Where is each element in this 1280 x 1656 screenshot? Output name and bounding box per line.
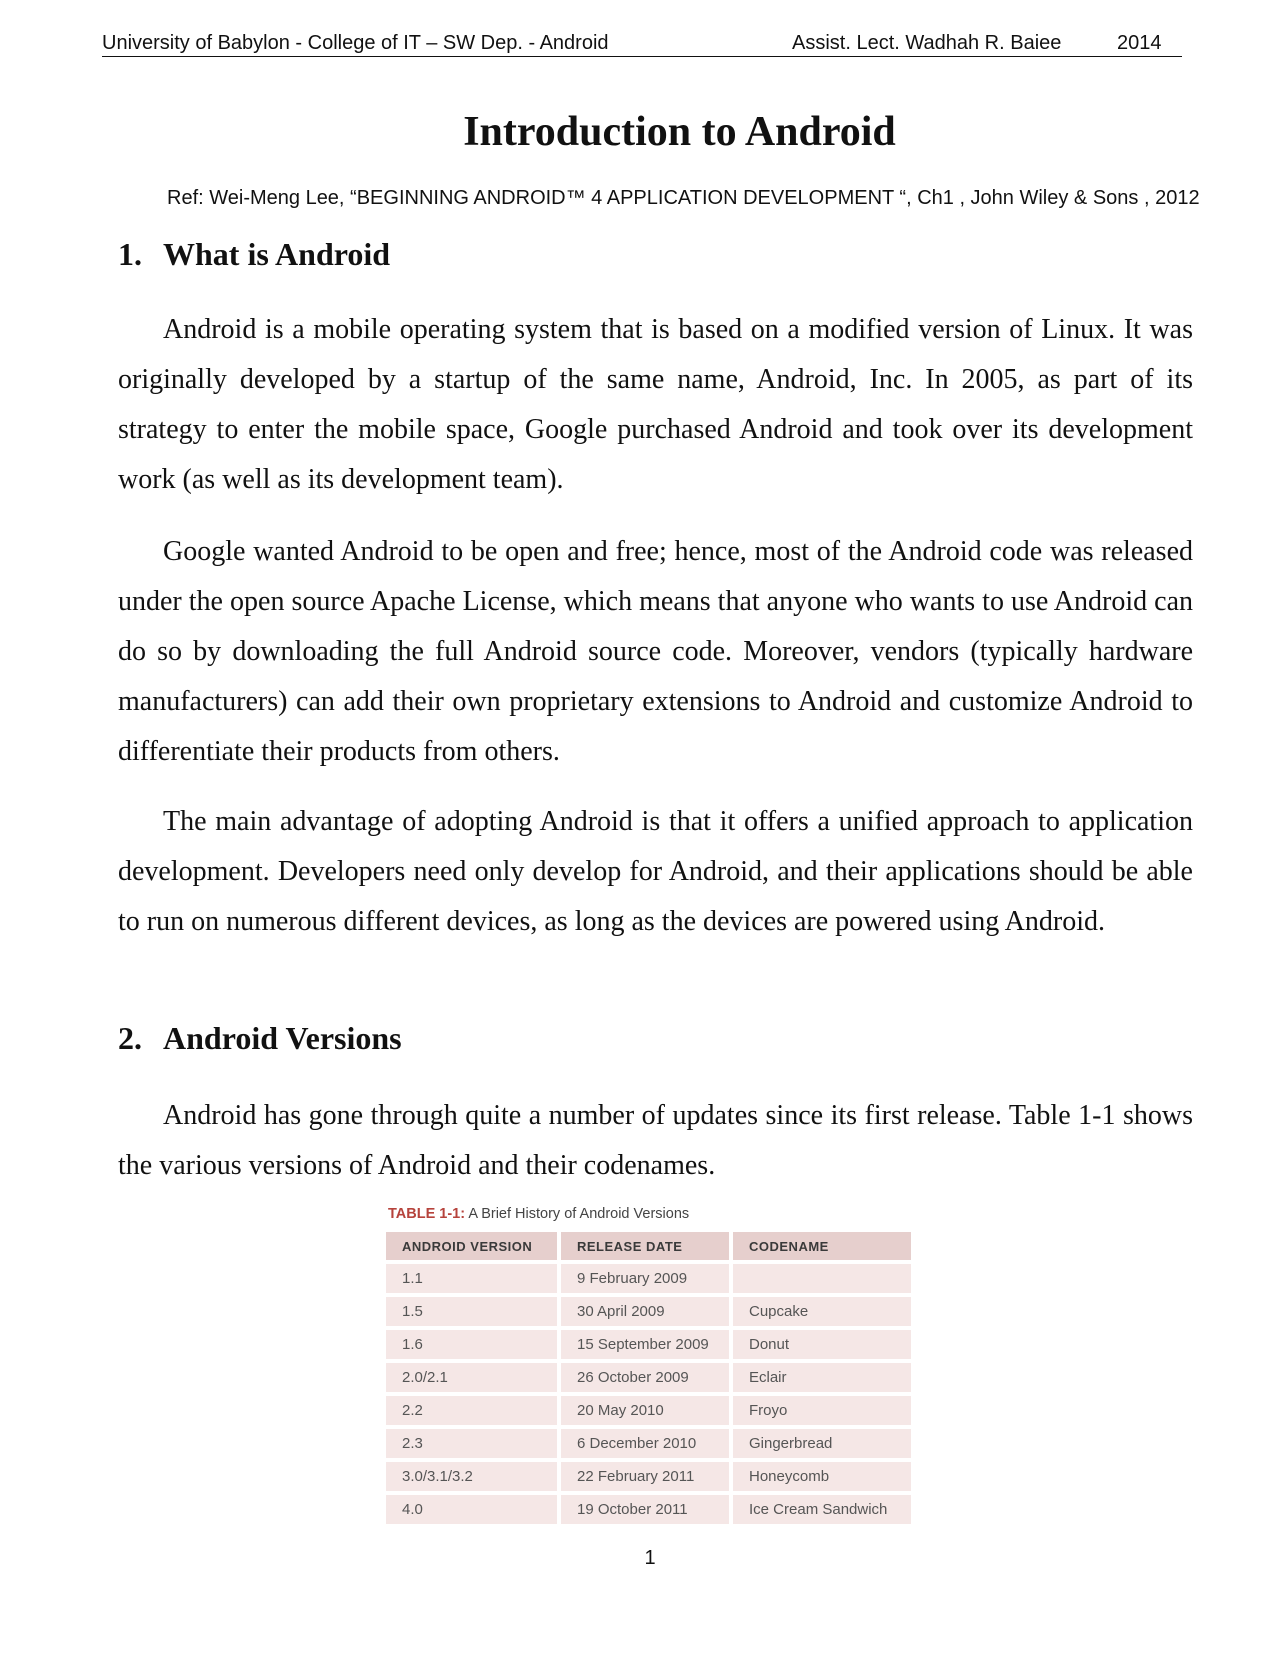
paragraph: Google wanted Android to be open and free; hence, most of the Android code was released under the open source Apache License, which means that anyone who wants to use Android can do so by downloading the full Android source code. Moreover, vendors (typically hardware manufacturers) can add their own proprietary extensions to Android and customize Android to differentiate their products from others. [118, 536, 1193, 767]
reference-line: Ref: Wei-Meng Lee, “BEGINNING ANDROID™ 4 APPLICATION DEVELOPMENT “, Ch1 , John Wiley & Sons , 2012 [167, 187, 1200, 209]
android-versions-table [382, 1228, 915, 1528]
column-header: ANDROID VERSION [386, 1232, 557, 1260]
page-header [102, 30, 1182, 57]
header-institution: University of Babylon - College of IT – SW Dep. - Android [102, 32, 609, 54]
table-row [386, 1396, 911, 1425]
table-row [386, 1297, 911, 1326]
table-row [386, 1495, 911, 1524]
table-row [386, 1429, 911, 1458]
table-cell: 2.2 [386, 1396, 557, 1425]
table-row [386, 1264, 911, 1293]
column-header: CODENAME [733, 1232, 911, 1260]
table-cell: Eclair [733, 1363, 911, 1392]
table-cell: 20 May 2010 [561, 1396, 729, 1425]
table-caption [388, 1206, 689, 1222]
paragraph: Android is a mobile operating system that is based on a modified version of Linux. It was originally developed by a startup of the same name, Android, Inc. In 2005, as part of its strategy to enter the mobile space, Google purchased Android and took over its development work (as well as its development team). [118, 314, 1193, 495]
table-cell: Froyo [733, 1396, 911, 1425]
table-cell: Donut [733, 1330, 911, 1359]
section-heading-android-versions [118, 1020, 402, 1057]
table-cell: 1.5 [386, 1297, 557, 1326]
table-cell [733, 1264, 911, 1293]
table-cell: 9 February 2009 [561, 1264, 729, 1293]
table-header-row [386, 1232, 911, 1260]
table-cell: 26 October 2009 [561, 1363, 729, 1392]
paragraph: Android has gone through quite a number of updates since its first release. Table 1-1 shows the various versions of Android and their codenames. [118, 1100, 1193, 1181]
table-cell: Honeycomb [733, 1462, 911, 1491]
table-row [386, 1462, 911, 1491]
table-cell: 22 February 2011 [561, 1462, 729, 1491]
table-cell: 1.6 [386, 1330, 557, 1359]
table-cell: 6 December 2010 [561, 1429, 729, 1458]
table-cell: Cupcake [733, 1297, 911, 1326]
section-title: Android Versions [163, 1020, 402, 1056]
table-caption-text: A Brief History of Android Versions [468, 1206, 690, 1222]
table-cell: 30 April 2009 [561, 1297, 729, 1326]
section-number: 1. [118, 236, 142, 272]
header-year: 2014 [1117, 32, 1162, 54]
page-number: 1 [644, 1547, 656, 1569]
header-author: Assist. Lect. Wadhah R. Baiee [792, 32, 1062, 54]
section-heading-what-is-android [118, 236, 390, 273]
table-cell: 3.0/3.1/3.2 [386, 1462, 557, 1491]
table-row [386, 1363, 911, 1392]
table-cell: Ice Cream Sandwich [733, 1495, 911, 1524]
table-row [386, 1330, 911, 1359]
table-cell: 2.3 [386, 1429, 557, 1458]
page-title: Introduction to Android [463, 109, 896, 155]
table-cell: 19 October 2011 [561, 1495, 729, 1524]
section-title: What is Android [163, 236, 391, 272]
table-cell: Gingerbread [733, 1429, 911, 1458]
table-cell: 1.1 [386, 1264, 557, 1293]
table-cell: 2.0/2.1 [386, 1363, 557, 1392]
section-number: 2. [118, 1020, 142, 1056]
column-header: RELEASE DATE [561, 1232, 729, 1260]
table-cell: 4.0 [386, 1495, 557, 1524]
table-cell: 15 September 2009 [561, 1330, 729, 1359]
paragraph: The main advantage of adopting Android is that it offers a unified approach to application development. Developers need only develop for Android, and their applications should be able to run on numerous different devices, as long as the devices are powered using Android. [118, 806, 1193, 937]
table-caption-label: TABLE 1-1: [388, 1206, 466, 1222]
